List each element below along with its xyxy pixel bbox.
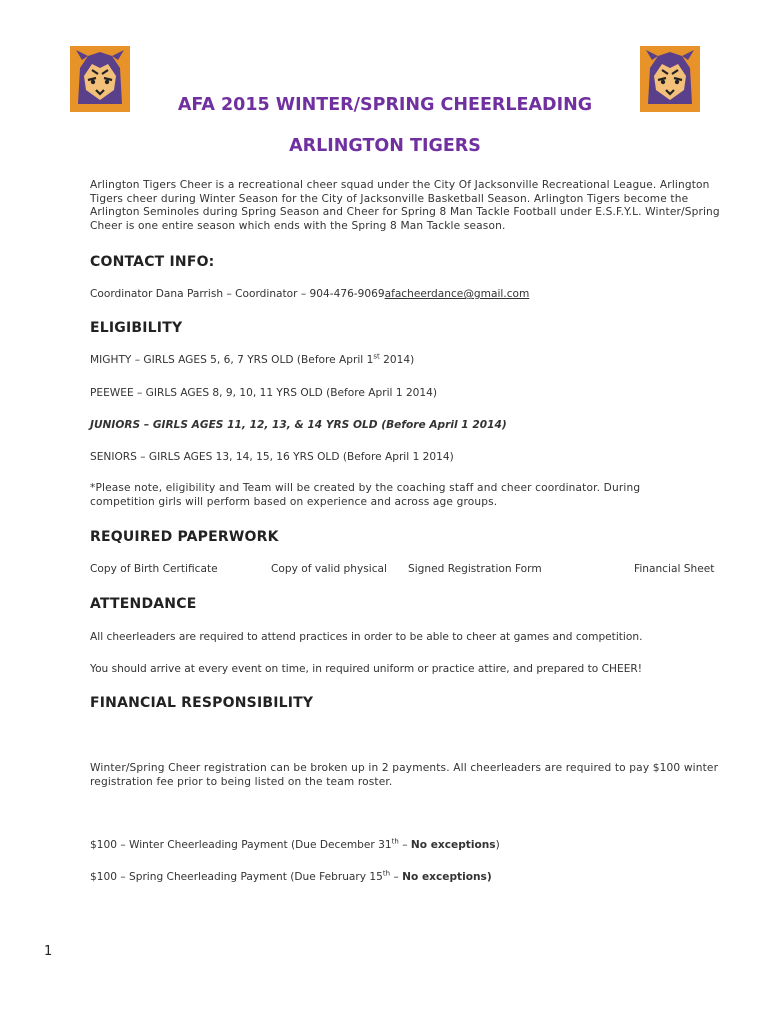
attendance-line: All cheerleaders are required to attend practices in order to be able to cheer at games and competition. [90, 631, 643, 643]
paperwork-item: Copy of Birth Certificate [90, 563, 218, 575]
document-subtitle: ARLINGTON TIGERS [289, 136, 481, 156]
contact-heading: CONTACT INFO: [90, 254, 215, 270]
payment-tail: ) [495, 839, 500, 851]
paperwork-heading: REQUIRED PAPERWORK [90, 529, 279, 545]
eligibility-seniors: SENIORS – GIRLS AGES 13, 14, 15, 16 YRS OLD (Before April 1 2014) [90, 451, 454, 463]
eligibility-peewee: PEEWEE – GIRLS AGES 8, 9, 10, 11 YRS OLD (Before April 1 2014) [90, 387, 438, 399]
mighty-sup: st [373, 352, 380, 361]
payment-sup: th [382, 869, 391, 878]
page-number: 1 [44, 944, 53, 959]
eligibility-heading: ELIGIBILITY [90, 320, 183, 336]
payment-dash: – [398, 839, 411, 851]
eligibility-juniors: JUNIORS – GIRLS AGES 11, 12, 13, & 14 YRS OLD (Before April 1 2014) [90, 419, 507, 431]
paperwork-item: Copy of valid physical [271, 563, 387, 575]
contact-text: Coordinator Dana Parrish – Coordinator – 904-476-9069 [90, 288, 385, 300]
financial-heading: FINANCIAL RESPONSIBILITY [90, 695, 314, 711]
email-link[interactable]: afacheerdance@gmail.com [384, 288, 530, 300]
contact-line [90, 288, 529, 300]
payment-bold: No exceptions) [402, 871, 492, 883]
document-title: AFA 2015 WINTER/SPRING CHEERLEADING [177, 95, 593, 115]
payment-bold: No exceptions [410, 839, 496, 851]
attendance-heading: ATTENDANCE [90, 596, 197, 612]
payment-text: $100 – Winter Cheerleading Payment (Due December 31 [90, 839, 392, 851]
financial-paragraph: Winter/Spring Cheer registration can be broken up in 2 payments. All cheerleaders are required to pay $100 winter registration fee prior to being listed on the team roster. [90, 762, 719, 788]
paperwork-item: Signed Registration Form [408, 563, 542, 575]
attendance-line: You should arrive at every event on time, in required uniform or practice attire, and prepared to CHEER! [90, 663, 643, 675]
payment-text: $100 – Spring Cheerleading Payment (Due February 15 [90, 871, 383, 883]
payment-sup: th [391, 837, 399, 846]
eligibility-note: *Please note, eligibility and Team will be created by the coaching staff and cheer coordinator. During competition girls will perform based on experience and across age groups. [90, 482, 641, 508]
mighty-tail: 2014) [379, 354, 415, 366]
eligibility-mighty [90, 354, 414, 366]
payment-line [90, 871, 492, 883]
mighty-text: MIGHTY – GIRLS AGES 5, 6, 7 YRS OLD (Before April 1 [90, 354, 374, 366]
payment-dash: – [390, 871, 403, 883]
intro-paragraph: Arlington Tigers Cheer is a recreational cheer squad under the City Of Jacksonville Recreational League. Arlington Tigers cheer during Winter Season for the City of Jacksonville Basketball Season. Arlington Tigers become the Arlington Seminoles during Spring Season and Cheer for Spring 8 Man Tackle Football under E.S.F.Y.L. Winter/Spring Cheer is one entire season which ends with the Spring 8 Man Tackle season. [90, 179, 720, 232]
paperwork-item: Financial Sheet [634, 563, 715, 575]
payment-line [90, 839, 500, 851]
